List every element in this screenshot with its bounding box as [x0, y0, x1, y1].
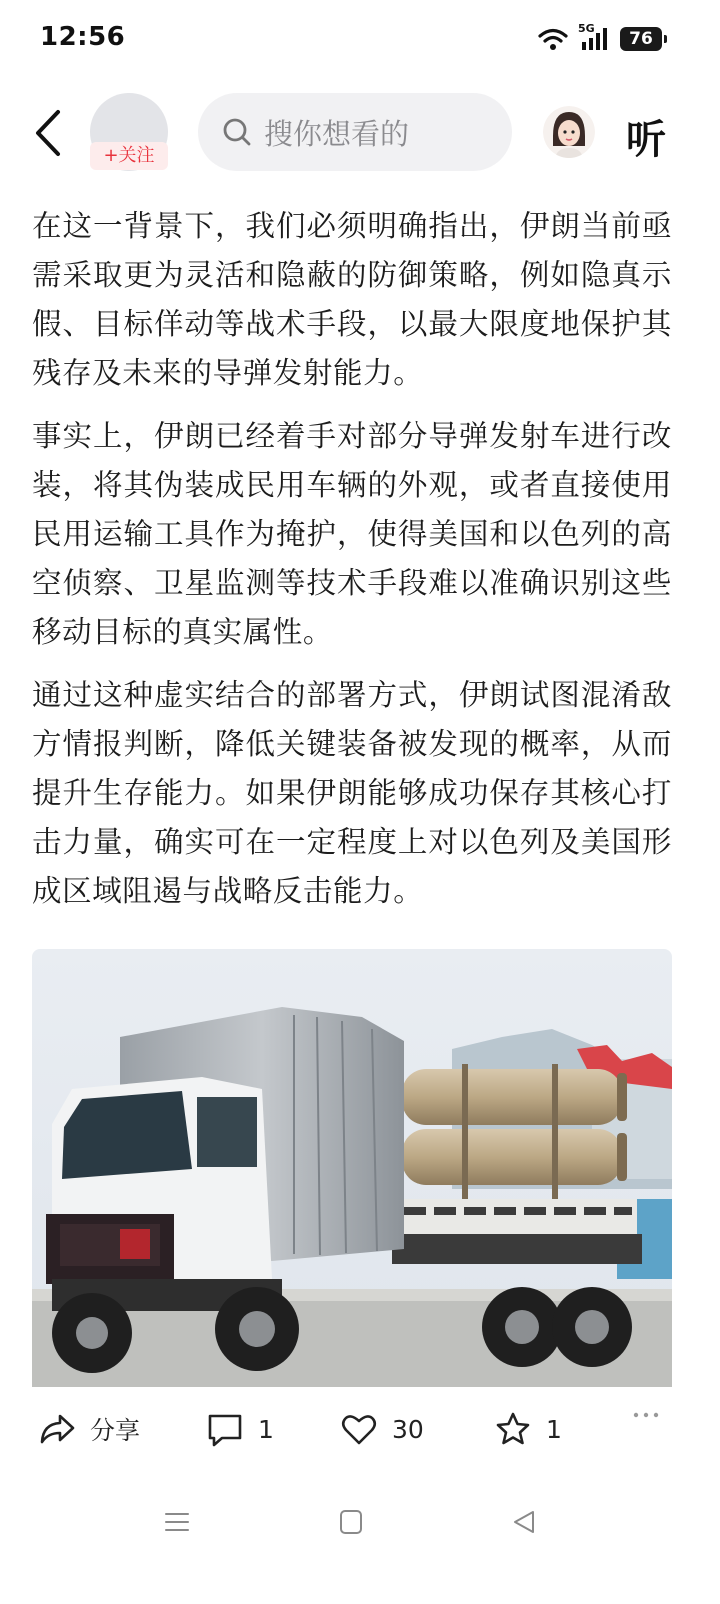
menu-icon	[163, 1508, 191, 1536]
favorite-button[interactable]	[494, 1410, 562, 1448]
cellular-icon	[578, 22, 610, 52]
back-nav-button[interactable]	[510, 1508, 538, 1540]
network-type: 5G	[578, 22, 595, 35]
share-label: 分享	[90, 1416, 141, 1445]
recent-apps-button[interactable]	[163, 1508, 191, 1540]
chevron-left-icon	[30, 108, 70, 158]
article-photo[interactable]	[32, 949, 672, 1387]
more-icon	[632, 1410, 660, 1420]
share-icon	[38, 1410, 76, 1448]
listen-button[interactable]: 听	[626, 117, 666, 163]
assistant-avatar-icon[interactable]	[543, 106, 595, 158]
action-bar	[38, 1410, 678, 1462]
triangle-back-icon	[510, 1508, 538, 1536]
back-button[interactable]	[30, 108, 70, 158]
article-paragraph: 通过这种虚实结合的部署方式，伊朗试图混淆敌方情报判断，降低关键装备被发现的概率，从而提升生存能力。如果伊朗能够成功保存其核心打击力量，确实可在一定程度上对以色列及美国形成区域阻遏与战略反击能力。	[32, 678, 672, 908]
follow-button[interactable]: +关注	[90, 142, 168, 170]
article-body	[32, 202, 672, 930]
heart-icon	[340, 1410, 378, 1448]
like-count: 30	[392, 1414, 424, 1444]
search-icon	[222, 117, 252, 147]
article-paragraph: 在这一背景下，我们必须明确指出，伊朗当前亟需采取更为灵活和隐蔽的防御策略，例如隐真示假、目标佯动等战术手段，以最大限度地保护其残存及未来的导弹发射能力。	[32, 209, 672, 390]
star-icon	[494, 1410, 532, 1448]
like-button[interactable]	[340, 1410, 424, 1448]
home-button[interactable]	[338, 1508, 364, 1540]
battery-level: 76	[629, 29, 653, 49]
comment-count: 1	[258, 1414, 274, 1444]
search-bar[interactable]	[198, 93, 512, 171]
share-button[interactable]	[38, 1410, 140, 1448]
comment-button[interactable]	[206, 1410, 274, 1448]
article-paragraph: 事实上，伊朗已经着手对部分导弹发射车进行改装，将其伪装成民用车辆的外观，或者直接使用民用运输工具作为掩护，使得美国和以色列的高空侦察、卫星监测等技术手段难以准确识别这些移动目标的真实属性。	[32, 419, 672, 649]
comment-icon	[206, 1410, 244, 1448]
wifi-icon	[538, 27, 568, 51]
favorite-count: 1	[546, 1414, 562, 1444]
status-icons	[538, 24, 662, 54]
square-icon	[338, 1508, 364, 1536]
status-time: 12:56	[40, 22, 126, 52]
search-placeholder: 搜你想看的	[264, 116, 410, 151]
battery-icon	[620, 27, 662, 51]
more-button[interactable]	[632, 1410, 660, 1420]
